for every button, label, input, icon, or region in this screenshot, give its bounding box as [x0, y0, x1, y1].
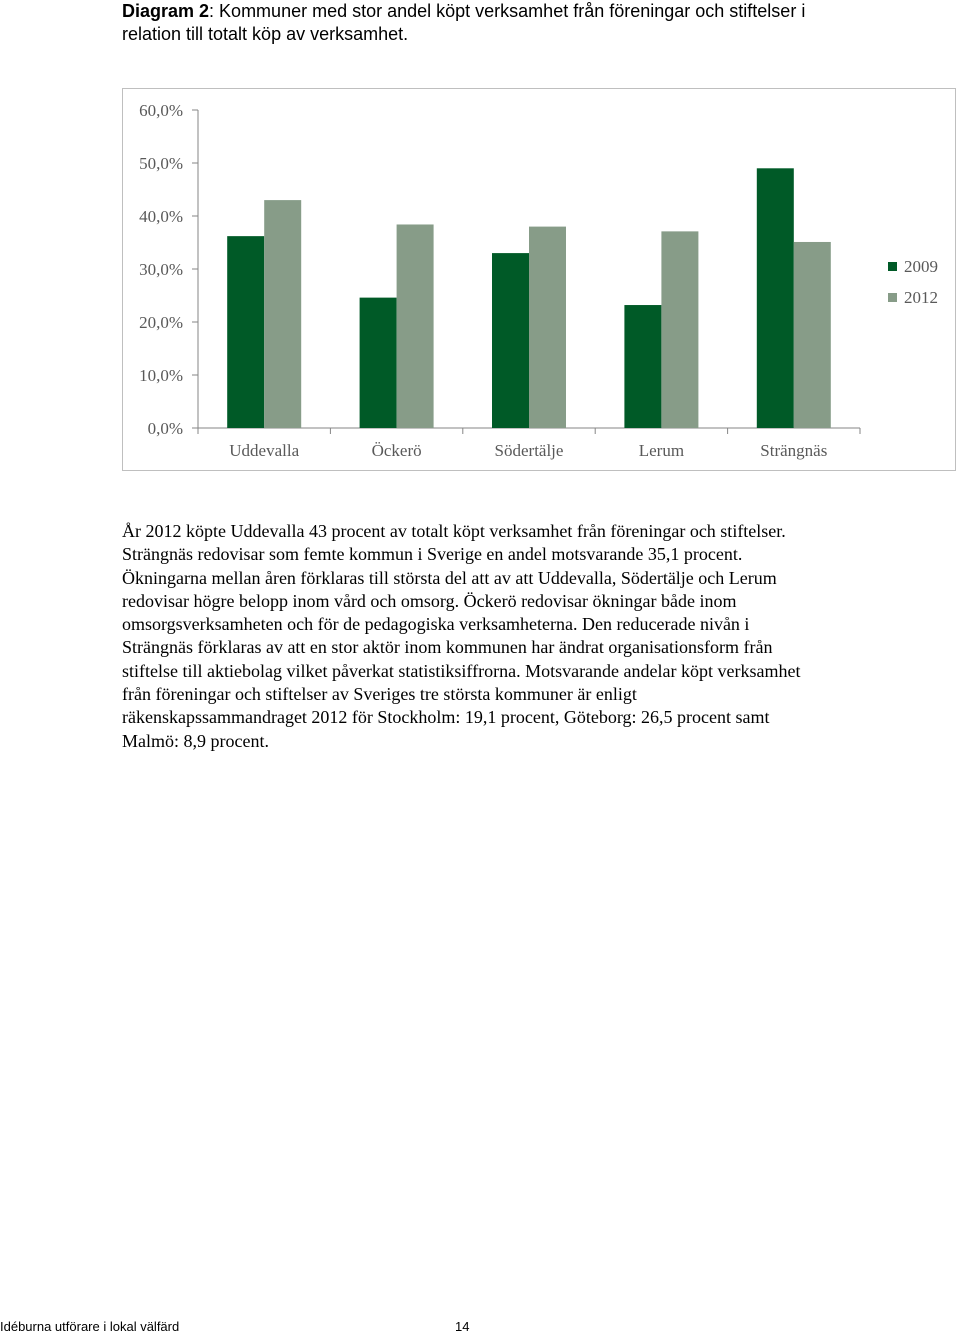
legend-label-2012: 2012 [904, 288, 938, 307]
x-tick-label: Öckerö [371, 441, 422, 460]
bar-2012-södertälje [529, 227, 566, 428]
caption-label: Diagram 2 [122, 1, 210, 21]
y-tick-label: 50,0% [139, 154, 183, 173]
bar-2012-strängnäs [794, 242, 831, 428]
bar-2012-lerum [661, 231, 698, 428]
figure-caption [122, 0, 822, 46]
bar-2009-lerum [624, 305, 661, 428]
y-tick-label: 20,0% [139, 313, 183, 332]
bar-2012-öckerö [397, 224, 434, 428]
legend-swatch-2009 [888, 262, 897, 271]
bar-2012-uddevalla [264, 200, 301, 428]
x-tick-label: Södertälje [494, 441, 564, 460]
y-tick-label: 60,0% [139, 101, 183, 120]
bar-2009-strängnäs [757, 168, 794, 428]
chart-canvas [123, 89, 957, 472]
y-tick-label: 30,0% [139, 260, 183, 279]
bar-2009-uddevalla [227, 236, 264, 428]
bar-2009-södertälje [492, 253, 529, 428]
x-tick-label: Uddevalla [229, 441, 300, 460]
x-tick-label: Strängnäs [760, 441, 828, 460]
y-tick-label: 10,0% [139, 366, 183, 385]
bar-chart [122, 88, 956, 471]
page-footer [0, 1320, 960, 1334]
y-tick-label: 40,0% [139, 207, 183, 226]
page-number: 14 [455, 1319, 470, 1334]
legend-swatch-2012 [888, 293, 897, 302]
y-tick-label: 0,0% [147, 419, 183, 438]
x-tick-label: Lerum [638, 441, 685, 460]
bar-2009-öckerö [360, 298, 397, 428]
body-paragraph: År 2012 köpte Uddevalla 43 procent av totalt köpt verksamhet från föreningar och stiftelser. Strängnäs redovisar som femte kommun i Sverige en andel motsvarande 35,1 procent. Ökningarna mellan åren förklaras till största del att av att Uddevalla, Södertälje och Lerum redovisar högre belopp inom vård och omsorg. Öckerö redovisar ökningar både inom omsorgsverksamheten och för de pedagogiska verksamheterna. Den reducerade nivån i Strängnäs förklaras av att en stor aktör inom kommunen har ändrat organisationsform från stiftelse till aktiebolag vilket påverkat statistiksiffrorna. Motsvarande andelar köpt verksamhet från föreningar och stiftelser av Sveriges tre största kommuner är enligt räkenskapssammandraget 2012 för Stockholm: 19,1 procent, Göteborg: 26,5 procent samt Malmö: 8,9 procent. [122, 521, 801, 751]
legend-label-2009: 2009 [904, 257, 938, 276]
caption-text: : Kommuner med stor andel köpt verksamhet från föreningar och stiftelser i relation till totalt köp av verksamhet. [122, 1, 806, 44]
footer-title: Idéburna utförare i lokal välfärd [0, 1319, 180, 1334]
